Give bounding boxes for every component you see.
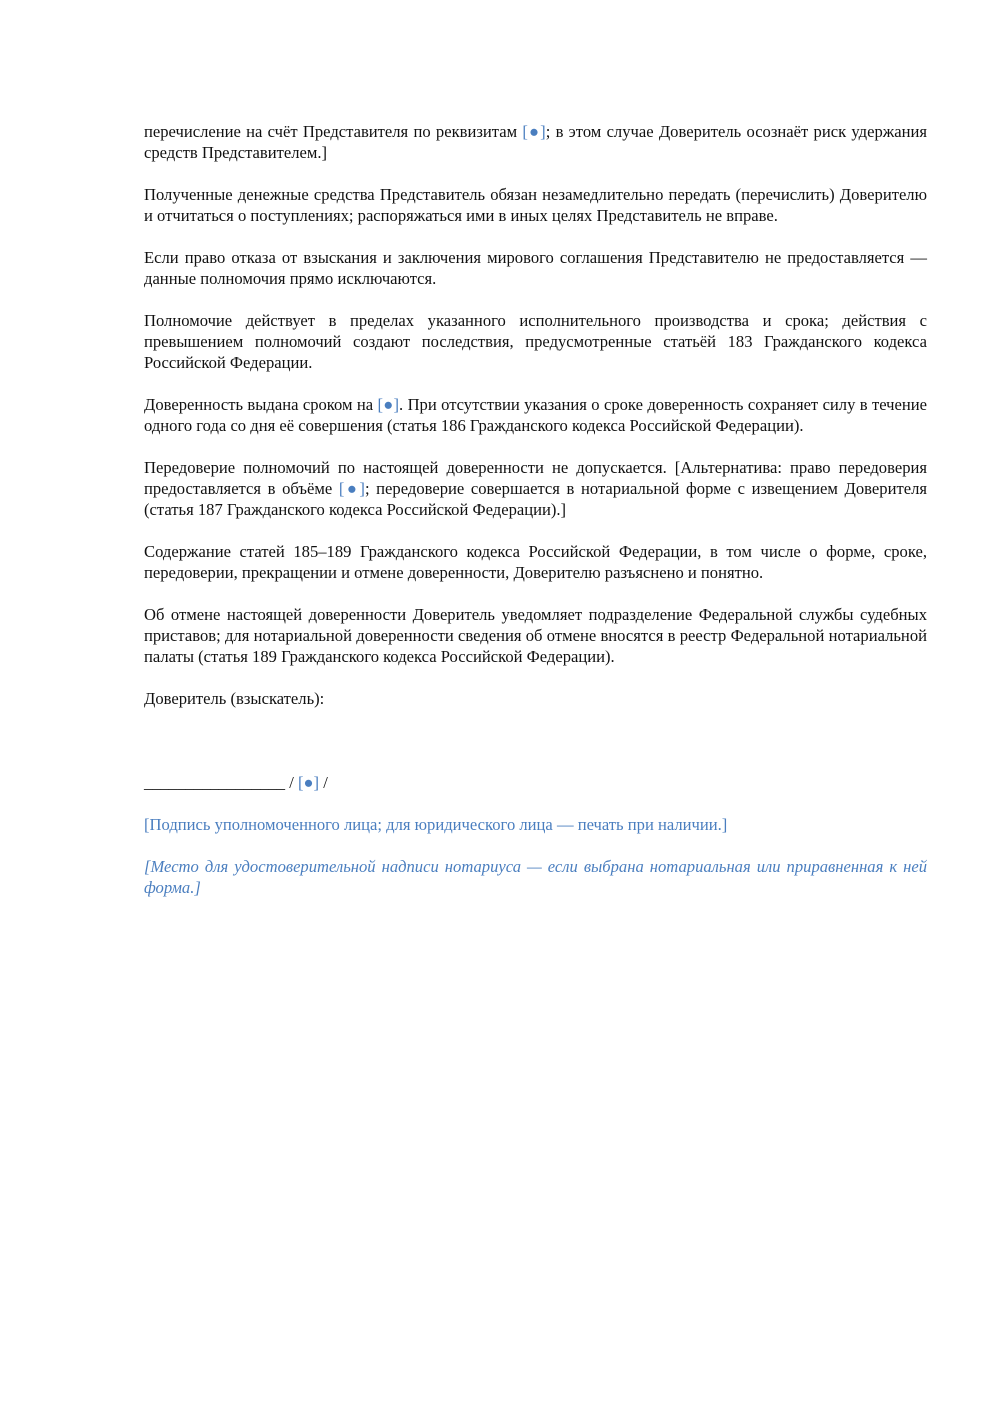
paragraph-payment-transfer <box>144 121 927 163</box>
paragraph-text: ; передоверие совершается в нотариальной форме с извещением Доверителя (статья 187 Гражданского кодекса Российской Федерации).] <box>144 479 927 519</box>
paragraph-articles-explained: Содержание статей 185–189 Гражданского кодекса Российской Федерации, в том числе о форме, сроке, передоверии, прекращении и отмене доверенности, Доверителю разъяснено и понятно. <box>144 542 927 582</box>
signature-party-label: Доверитель (взыскатель): <box>144 689 325 708</box>
paragraph-funds-transfer: Полученные денежные средства Представитель обязан незамедлительно передать (перечислить) Доверителю и отчитаться о поступлениях; распоряжаться ими в иных целях Представитель не вправе. <box>144 185 927 225</box>
paragraph-revocation: Об отмене настоящей доверенности Доверитель уведомляет подразделение Федеральной службы судебных приставов; для нотариальной доверенности сведения об отмене вносятся в реестр Федеральной нотариальной палаты (статья 189 Гражданского кодекса Российской Федерации). <box>144 605 927 666</box>
paragraph-authority-scope: Полномочие действует в пределах указанного исполнительного производства и срока; действия с превышением полномочий создают последствия, предусмотренные статьёй 183 Гражданского кодекса Российской Федерации. <box>144 311 927 372</box>
document-body <box>144 121 927 919</box>
paragraph-waiver-exclusion: Если право отказа от взыскания и заключения мирового соглашения Представителю не предоставляется — данные полномочия прямо исключаются. <box>144 248 927 288</box>
paragraph-text: ; в этом случае Доверитель осознаёт риск удержания средств Представителем.] <box>144 122 927 162</box>
paragraph-text: . При отсутствии указания о сроке доверенность сохраняет силу в течение одного года со дня её совершения (статья 186 Гражданского кодекса Российской Федерации). <box>144 395 928 435</box>
paragraph-text: Передоверие полномочий по настоящей доверенности не допускается. [Альтернатива: право передоверия предоставляется в объёме <box>144 458 927 498</box>
paragraph-term <box>144 394 927 436</box>
paragraph-text: Доверенность выдана сроком на <box>144 395 378 414</box>
placeholder-term: [●] <box>377 395 400 414</box>
placeholder-bank-details: [●] <box>522 122 546 141</box>
notary-certification-note: [Место для удостоверительной надписи нотариуса — если выбрана нотариальная или приравненная к ней форма.] <box>144 857 927 897</box>
signature-seal-note: [Подпись уполномоченного лица; для юридического лица — печать при наличии.] <box>144 815 728 834</box>
signature-underline: _________________ / <box>144 773 298 792</box>
placeholder-delegation-scope: [●] <box>338 479 365 498</box>
signature-line-tail: / <box>319 773 328 792</box>
paragraph-delegation <box>144 457 927 520</box>
placeholder-signatory-name: [●] <box>297 773 320 792</box>
signature-line <box>144 772 927 793</box>
paragraph-text: перечисление на счёт Представителя по реквизитам <box>144 122 523 141</box>
signature-spacer <box>144 730 927 772</box>
